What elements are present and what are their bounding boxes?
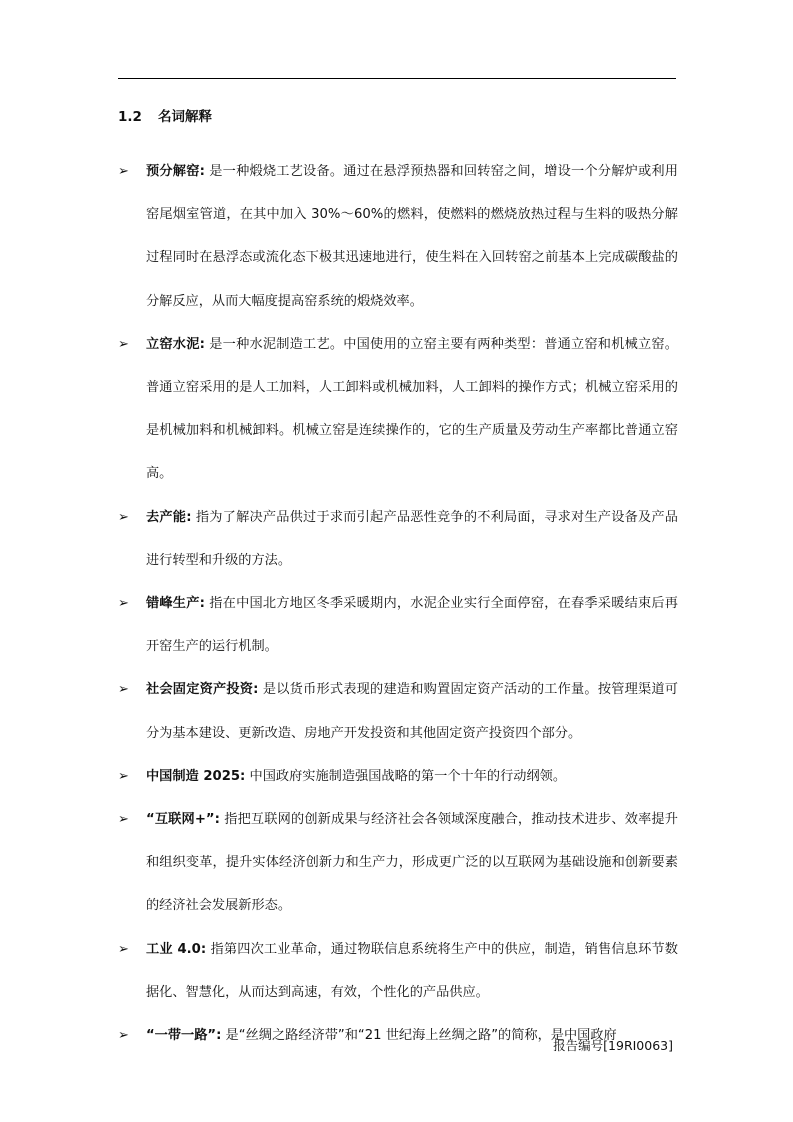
definition-item xyxy=(118,798,678,928)
arrow-bullet-icon: ➢ xyxy=(118,596,129,612)
definition-item xyxy=(118,150,678,323)
definition-term: 工业 4.0: xyxy=(146,941,207,957)
report-code: 报告编号[19RI0063] xyxy=(553,1038,673,1053)
definition-term: 预分解窑: xyxy=(146,164,205,179)
definition-text: 中国政府实施制造强国战略的第一个十年的行动纲领。 xyxy=(245,768,567,784)
definition-text: 指把互联网的创新成果与经济社会各领域深度融合，推动技术进步、效率提升和组织变革，提升实体经济创新力和生产力，形成更广泛的以互联网为基础设施和创新要素的经济社会发展新形态。 xyxy=(146,812,678,914)
arrow-bullet-icon: ➢ xyxy=(118,509,129,525)
definition-term: 立窑水泥: xyxy=(146,336,205,352)
definition-term: “互联网+”: xyxy=(146,812,220,828)
definition-text: 指第四次工业革命，通过物联信息系统将生产中的供应，制造，销售信息环节数据化、智慧化，从而达到高速，有效，个性化的产品供应。 xyxy=(146,941,678,1000)
definition-item xyxy=(118,323,678,496)
definition-term: 去产能: xyxy=(146,509,192,525)
definition-item xyxy=(118,928,678,1014)
definition-text: 是以货币形式表现的建造和购置固定资产活动的工作量。按管理渠道可分为基本建设、更新改造、房地产开发投资和其他固定资产投资四个部分。 xyxy=(146,682,678,741)
arrow-bullet-icon: ➢ xyxy=(118,768,129,784)
section-heading xyxy=(118,107,212,127)
definition-text: 是一种煅烧工艺设备。通过在悬浮预热器和回转窑之间，增设一个分解炉或利用窑尾烟室管道，在其中加入 30%～60%的燃料，使燃料的燃烧放热过程与生料的吸热分解过程同时在悬浮态或流化态下极其迅速地进行，使生料在入回转窑之前基本上完成碳酸盐的分解反应，从而大幅度提高窑系统的煅烧效率。 xyxy=(146,164,678,309)
definition-list xyxy=(118,150,678,1057)
arrow-bullet-icon: ➢ xyxy=(118,1028,129,1044)
definition-term: “一带一路”: xyxy=(146,1028,222,1044)
arrow-bullet-icon: ➢ xyxy=(118,336,129,352)
arrow-bullet-icon: ➢ xyxy=(118,812,129,828)
definition-item xyxy=(118,755,678,798)
definition-text: 指为了解决产品供过于求而引起产品恶性竞争的不利局面，寻求对生产设备及产品进行转型和升级的方法。 xyxy=(146,509,678,568)
definition-item xyxy=(118,496,678,582)
definition-text: 是“丝绸之路经济带”和“21 世纪海上丝绸之路”的简称，是中国政府 xyxy=(221,1028,617,1044)
section-title: 名词解释 xyxy=(158,109,212,125)
definition-term: 错峰生产: xyxy=(146,596,205,612)
arrow-bullet-icon: ➢ xyxy=(118,682,129,698)
arrow-bullet-icon: ➢ xyxy=(118,164,129,179)
arrow-bullet-icon: ➢ xyxy=(118,941,129,957)
definition-item xyxy=(118,668,678,754)
definition-text: 指在中国北方地区冬季采暖期内，水泥企业实行全面停窑，在春季采暖结束后再开窑生产的运行机制。 xyxy=(146,596,678,655)
definition-term: 社会固定资产投资: xyxy=(146,682,259,698)
section-number: 1.2 xyxy=(118,109,142,125)
header-rule xyxy=(118,78,676,79)
definition-text: 是一种水泥制造工艺。中国使用的立窑主要有两种类型：普通立窑和机械立窑。普通立窑采用的是人工加料，人工卸料或机械加料，人工卸料的操作方式；机械立窑采用的是机械加料和机械卸料。机械立窑是连续操作的，它的生产质量及劳动生产率都比普通立窑高。 xyxy=(146,336,678,482)
definition-item xyxy=(118,582,678,668)
definition-term: 中国制造 2025: xyxy=(146,768,246,784)
